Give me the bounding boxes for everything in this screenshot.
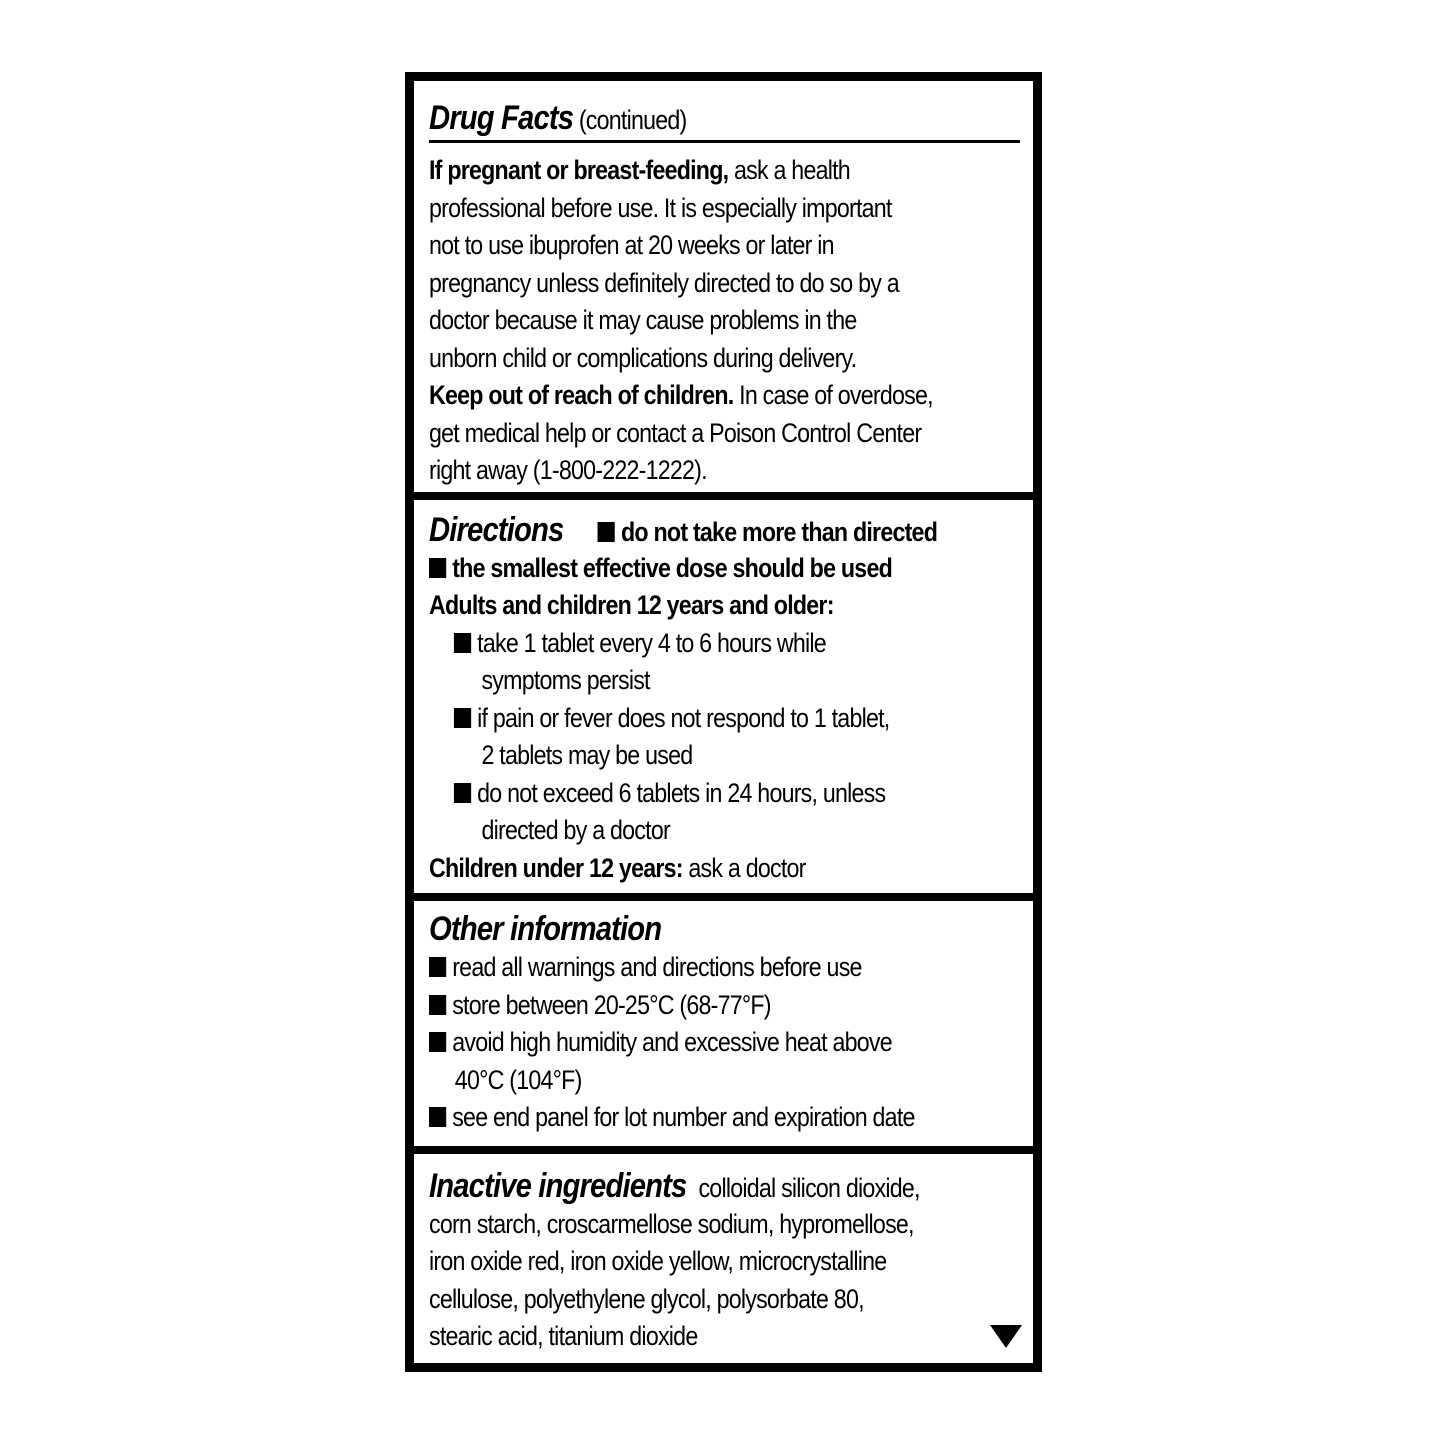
inactive-line: Inactive ingredients colloidal silicon dioxide, — [429, 1167, 920, 1205]
adult-item: take 1 tablet every 4 to 6 hours while — [429, 625, 1026, 663]
directions-bullet-line — [429, 550, 1026, 588]
bullet-square-icon — [429, 1107, 446, 1127]
header-rule — [429, 140, 1020, 143]
panel-pregnancy-warning — [414, 81, 1033, 492]
adult-item-cont: directed by a doctor — [481, 815, 670, 845]
inactive-line: corn starch, croscarmellose sodium, hypromellose, — [429, 1208, 914, 1239]
directions-heading-line — [429, 512, 1026, 550]
drug-facts-header — [429, 95, 1026, 141]
bullet-square-icon — [429, 995, 446, 1015]
inactive-line: stearic acid, titanium dioxide — [429, 1321, 698, 1351]
bullet-square-icon — [429, 1032, 446, 1052]
drug-facts-title: Drug Facts — [429, 99, 574, 137]
directions-bullet: the smallest effective dose should be used — [452, 552, 893, 583]
down-triangle-icon — [990, 1325, 1022, 1348]
bullet-square-icon — [454, 708, 471, 728]
other-info-heading: Other information — [429, 910, 662, 948]
bullet-square-icon — [454, 633, 471, 653]
drug-facts-subtitle: (continued) — [578, 105, 687, 135]
inactive-heading: Inactive ingredients — [429, 1167, 687, 1205]
keep-out-line: right away (1-800-222-1222). — [429, 455, 707, 485]
other-info-item: store between 20-25°C (68-77°F) — [429, 987, 1026, 1025]
pregnancy-line: pregnancy unless definitely directed to do so by a — [429, 267, 899, 298]
keep-out-line: get medical help or contact a Poison Control Center — [429, 417, 922, 448]
directions-bullet: do not take more than directed — [621, 517, 938, 547]
adult-item-cont: 2 tablets may be used — [481, 740, 693, 770]
children-line: Children under 12 years: ask a doctor — [429, 852, 806, 883]
panel-inactive-ingredients — [414, 1154, 1033, 1363]
other-info-item: avoid high humidity and excessive heat above — [429, 1024, 1026, 1062]
pregnancy-line: unborn child or complications during delivery. — [429, 342, 857, 373]
pregnancy-line: not to use ibuprofen at 20 weeks or later in — [429, 230, 834, 260]
adults-heading: Adults and children 12 years and older: — [429, 590, 834, 620]
bullet-square-icon — [598, 522, 615, 542]
bullet-square-icon — [429, 558, 446, 578]
pregnancy-line: If pregnant or breast-feeding, ask a health — [429, 155, 850, 185]
inactive-line: iron oxide red, iron oxide yellow, microcrystalline — [429, 1246, 887, 1276]
other-info-item: read all warnings and directions before use — [429, 949, 1026, 987]
adult-item: if pain or fever does not respond to 1 tablet, — [429, 700, 1026, 738]
panel-directions — [414, 500, 1033, 893]
bullet-square-icon — [429, 957, 446, 977]
directions-heading: Directions — [429, 511, 564, 549]
adult-item: do not exceed 6 tablets in 24 hours, unless — [429, 775, 1026, 813]
other-info-item: see end panel for lot number and expiration date — [429, 1099, 1026, 1137]
adult-item-cont: symptoms persist — [481, 665, 650, 695]
children-lead: Children under 12 years: — [429, 852, 683, 883]
keep-out-line: Keep out of reach of children. In case of overdose, — [429, 380, 933, 410]
inactive-line: cellulose, polyethylene glycol, polysorbate 80, — [429, 1283, 864, 1314]
drug-facts-label — [405, 72, 1042, 1372]
pregnancy-line: doctor because it may cause problems in the — [429, 305, 857, 335]
other-info-item-cont: 40°C (104°F) — [454, 1064, 582, 1095]
pregnancy-lead: If pregnant or breast-feeding, — [429, 155, 729, 185]
panel-other-information — [414, 901, 1033, 1146]
keep-out-lead: Keep out of reach of children. — [429, 380, 734, 410]
bullet-square-icon — [454, 783, 471, 803]
pregnancy-line: professional before use. It is especially important — [429, 192, 892, 223]
